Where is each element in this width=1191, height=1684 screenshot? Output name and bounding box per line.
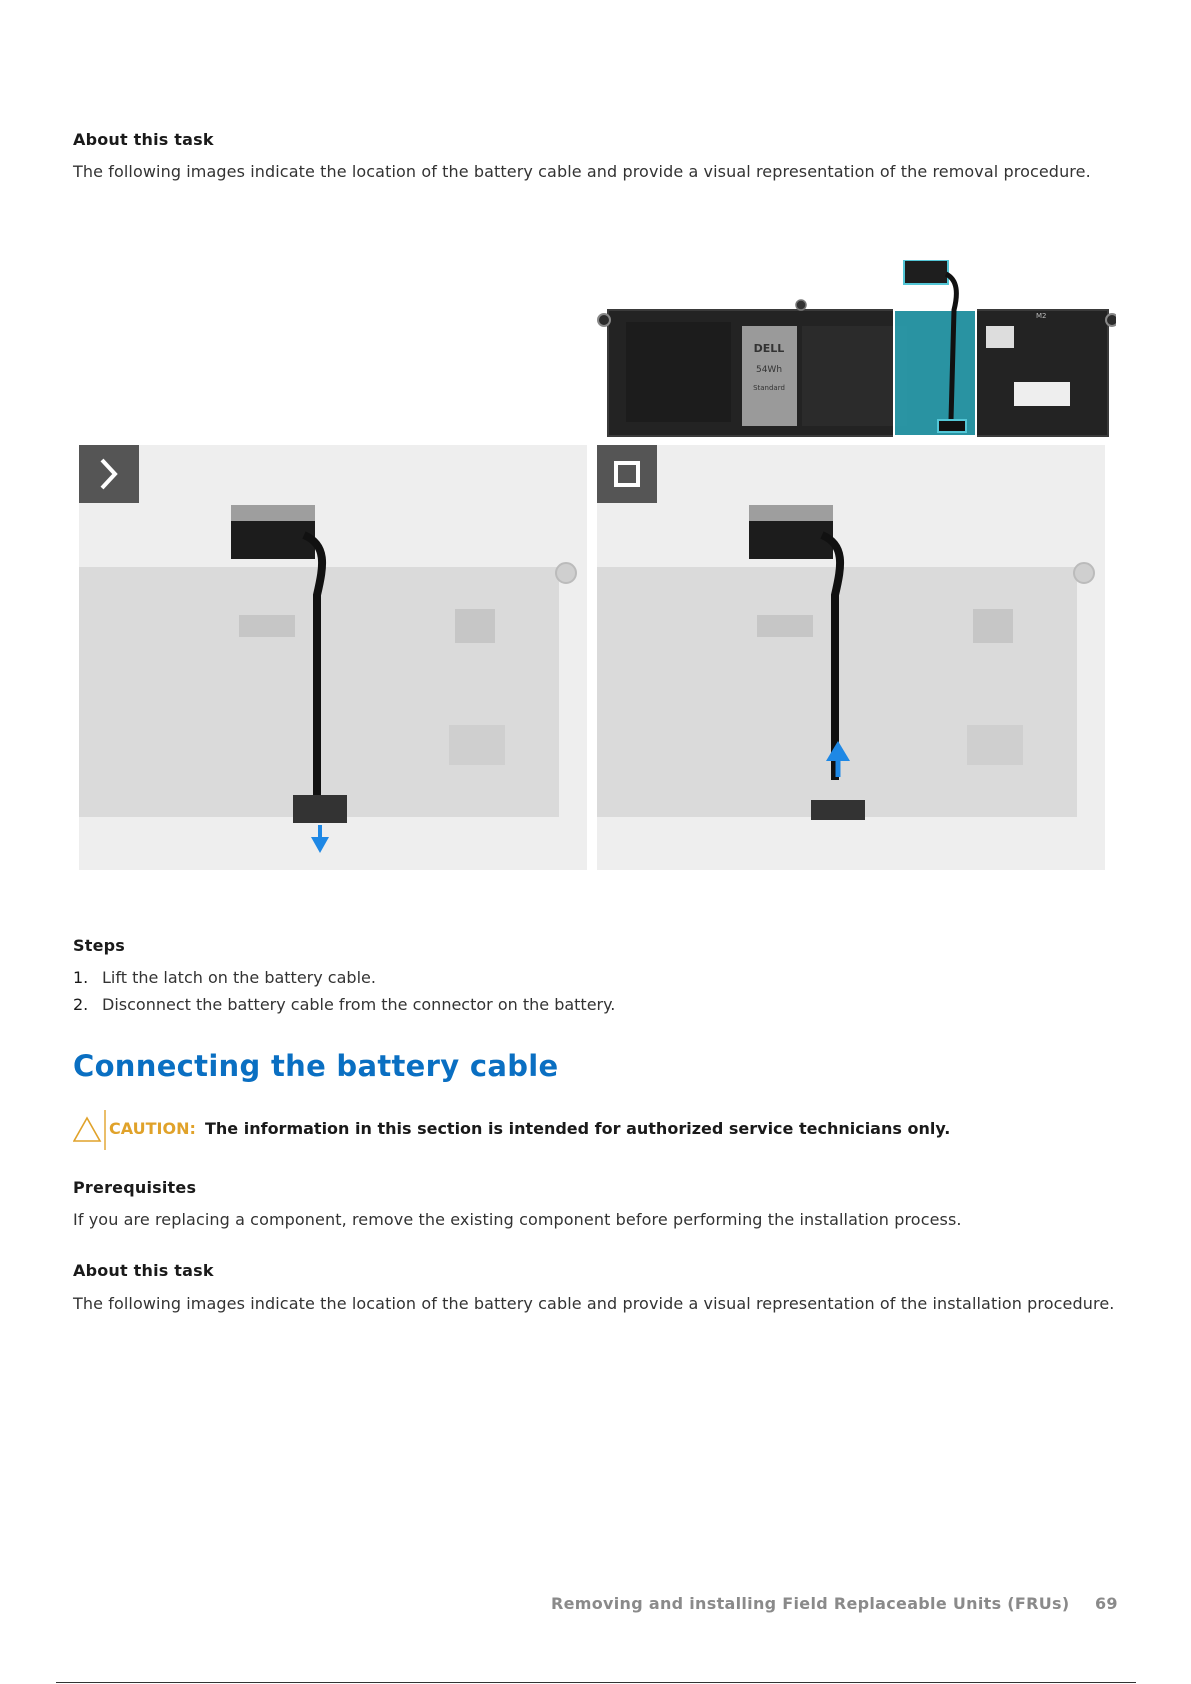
chevron-right-icon — [79, 445, 139, 503]
step-number: 1. — [73, 968, 89, 987]
step2-panel — [597, 445, 1105, 870]
footer-section-title: Removing and installing Field Replaceable Units (FRUs) — [551, 1594, 1070, 1613]
list-item — [73, 968, 1073, 995]
screw-label: M2 — [1036, 312, 1047, 320]
about-task-text-2: The following images indicate the location of the battery cable and provide a visual representation of the installation procedure. — [73, 1294, 1115, 1313]
prerequisites-heading: Prerequisites — [73, 1178, 197, 1197]
step-text: Disconnect the battery cable from the connector on the battery. — [102, 995, 616, 1014]
about-task-heading: About this task — [73, 130, 214, 149]
caution-note — [73, 1110, 1123, 1150]
page-number: 69 — [1095, 1594, 1118, 1613]
footer-divider — [56, 1682, 1136, 1683]
battery-grade-label: Standard — [753, 384, 785, 392]
stop-square-icon — [597, 445, 657, 503]
caution-label: CAUTION: — [109, 1119, 196, 1138]
battery-capacity-label: 54Wh — [755, 365, 783, 375]
step1-battery-image — [79, 505, 587, 870]
step-text: Lift the latch on the battery cable. — [102, 968, 376, 987]
prerequisites-text: If you are replacing a component, remove the existing component before performing the installation process. — [73, 1210, 962, 1229]
battery-cable-removal-figure — [0, 250, 1191, 905]
battery-overview-image — [596, 260, 1116, 460]
step-stop-badge — [597, 445, 657, 503]
about-task-heading-2: About this task — [73, 1261, 214, 1280]
caution-triangle-icon — [73, 1110, 109, 1150]
about-task-text: The following images indicate the location of the battery cable and provide a visual representation of the removal procedure. — [73, 162, 1091, 181]
battery-brand-label: DELL — [753, 342, 785, 355]
list-item — [73, 995, 1073, 1022]
section-title: Connecting the battery cable — [73, 1049, 559, 1083]
step2-battery-image — [597, 505, 1105, 870]
step-next-badge — [79, 445, 139, 503]
steps-heading: Steps — [73, 936, 125, 955]
caution-text: The information in this section is intended for authorized service technicians only. — [205, 1119, 951, 1138]
step-number: 2. — [73, 995, 89, 1014]
step1-panel — [79, 445, 587, 870]
steps-list — [73, 968, 1073, 1022]
